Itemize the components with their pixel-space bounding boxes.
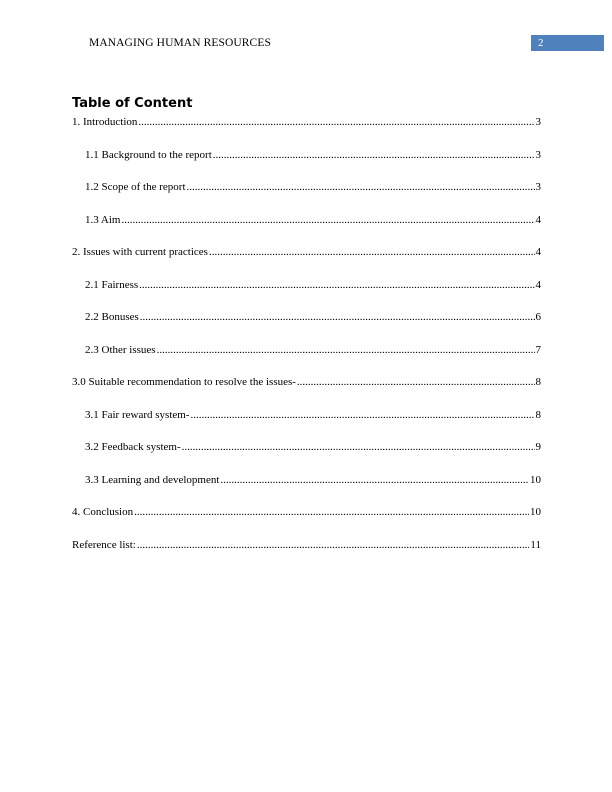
toc-entry-page: 4 [535, 246, 541, 258]
toc-entry[interactable] [72, 181, 541, 194]
toc-entry[interactable] [72, 149, 541, 162]
toc-leader-dots [220, 474, 529, 487]
toc-entry-title: 1.2 Scope of the report [85, 181, 186, 193]
toc-entry[interactable] [72, 539, 541, 552]
toc-entry-title: 3.2 Feedback system- [85, 441, 181, 453]
toc-entry[interactable] [72, 311, 541, 324]
toc-entry-title: 2. Issues with current practices [72, 246, 208, 258]
toc-entry[interactable] [72, 214, 541, 227]
toc-entry-page: 3 [535, 181, 541, 193]
toc-entry-page: 3 [535, 116, 541, 128]
toc-entry-page: 8 [535, 408, 541, 421]
toc-entry-title: 1.1 Background to the report [85, 148, 212, 161]
toc-leader-dots [209, 246, 535, 259]
toc-entry[interactable] [72, 506, 541, 519]
toc-entry[interactable] [72, 376, 541, 389]
toc-entry-title: 3.3 Learning and development [85, 473, 220, 486]
toc-entry-page: 10 [530, 473, 541, 486]
toc-entry-title: 2.3 Other issues [85, 343, 156, 356]
toc-entry[interactable] [72, 409, 541, 422]
toc-entry-title: Reference list: [72, 538, 136, 551]
toc-entry-title: 1. Introduction [72, 116, 138, 128]
toc-leader-dots [187, 181, 535, 194]
page-number-badge: 2 [531, 35, 604, 51]
toc-entry[interactable] [72, 246, 541, 259]
toc-leader-dots [182, 441, 535, 454]
running-header-title: MANAGING HUMAN RESOURCES [89, 37, 271, 49]
toc-leader-dots [140, 311, 535, 324]
toc-entry-page: 10 [530, 506, 541, 518]
toc-leader-dots [121, 214, 534, 227]
toc-entry-title: 2.1 Fairness [85, 278, 139, 291]
toc-entry[interactable] [72, 279, 541, 292]
toc-entry-title: 2.2 Bonuses [85, 311, 139, 323]
toc-leader-dots [137, 539, 530, 552]
toc-entry-title: 3.0 Suitable recommendation to resolve the issues- [72, 376, 296, 388]
toc-entry-title: 3.1 Fair reward system- [85, 408, 190, 421]
toc-entry-page: 4 [535, 278, 541, 291]
toc-entry[interactable] [72, 116, 541, 129]
toc-entry-page: 4 [535, 213, 541, 226]
toc-leader-dots [157, 344, 535, 357]
toc-leader-dots [139, 279, 534, 292]
toc-heading: Table of Content [72, 96, 193, 111]
toc-entry-title: 1.3 Aim [85, 213, 121, 226]
toc-entry-page: 9 [535, 441, 541, 453]
toc-leader-dots [138, 116, 534, 129]
toc-leader-dots [190, 409, 534, 422]
toc-leader-dots [134, 506, 529, 519]
toc-entry-page: 3 [535, 148, 541, 161]
toc-entry[interactable] [72, 474, 541, 487]
toc-entry-page: 6 [535, 311, 541, 323]
toc-leader-dots [213, 149, 535, 162]
table-of-contents [72, 116, 541, 552]
toc-entry-title: 4. Conclusion [72, 506, 134, 518]
toc-entry-page: 7 [535, 343, 541, 356]
toc-entry-page: 11 [530, 538, 541, 551]
toc-entry[interactable] [72, 344, 541, 357]
toc-entry-page: 8 [535, 376, 541, 388]
toc-entry[interactable] [72, 441, 541, 454]
toc-leader-dots [297, 376, 535, 389]
